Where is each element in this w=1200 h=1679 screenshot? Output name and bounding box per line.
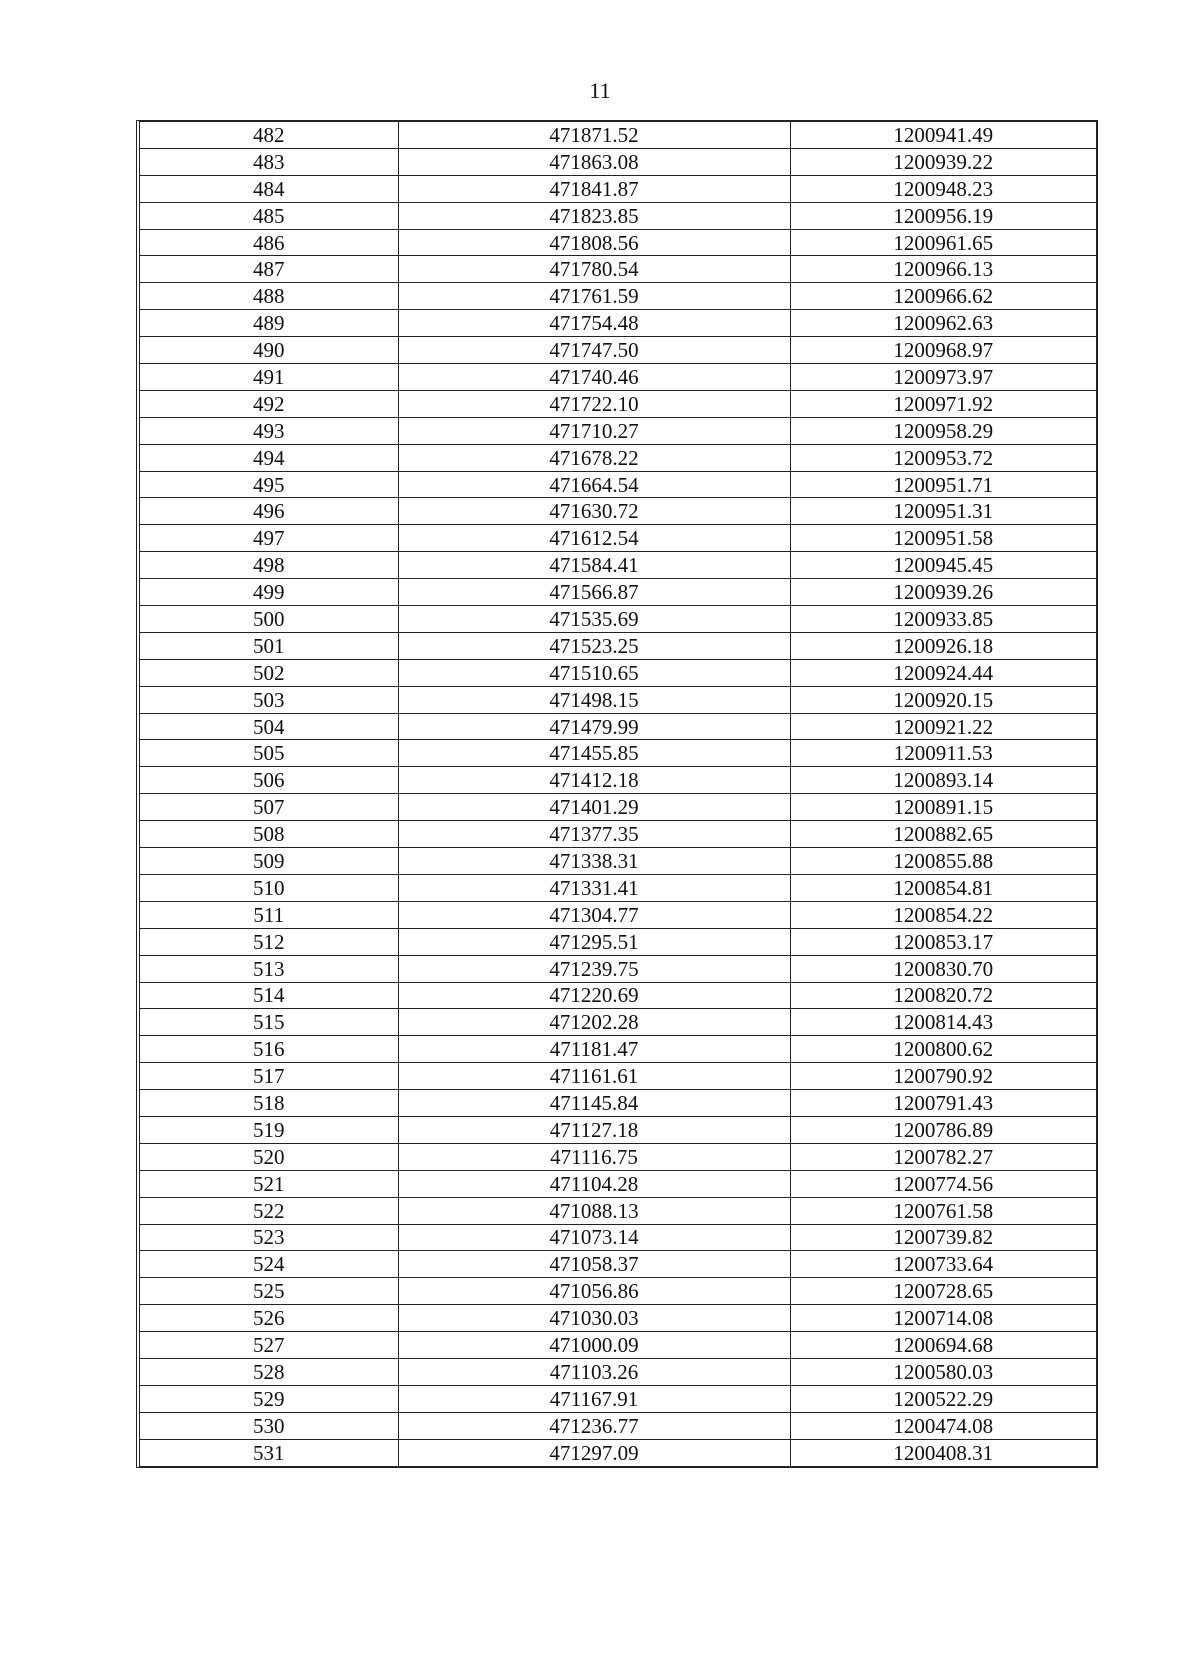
point-number-cell: 527 <box>140 1332 398 1359</box>
table-row <box>140 713 1096 740</box>
point-number-cell: 482 <box>140 122 398 148</box>
x-coordinate-cell: 471377.35 <box>398 821 790 848</box>
y-coordinate-cell: 1200408.31 <box>790 1439 1096 1465</box>
table-row <box>140 579 1096 606</box>
x-coordinate-cell: 471236.77 <box>398 1412 790 1439</box>
x-coordinate-cell: 471401.29 <box>398 794 790 821</box>
point-number-cell: 510 <box>140 874 398 901</box>
x-coordinate-cell: 471710.27 <box>398 417 790 444</box>
page-number: 11 <box>589 78 611 103</box>
point-number-cell: 512 <box>140 928 398 955</box>
point-number-cell: 496 <box>140 498 398 525</box>
point-number-cell: 509 <box>140 848 398 875</box>
x-coordinate-cell: 471584.41 <box>398 552 790 579</box>
point-number-cell: 518 <box>140 1090 398 1117</box>
x-coordinate-cell: 471754.48 <box>398 310 790 337</box>
point-number-cell: 526 <box>140 1305 398 1332</box>
y-coordinate-cell: 1200474.08 <box>790 1412 1096 1439</box>
x-coordinate-cell: 471088.13 <box>398 1197 790 1224</box>
x-coordinate-cell: 471161.61 <box>398 1063 790 1090</box>
point-number-cell: 500 <box>140 606 398 633</box>
coordinates-table-body <box>140 122 1096 1466</box>
table-row <box>140 821 1096 848</box>
point-number-cell: 507 <box>140 794 398 821</box>
y-coordinate-cell: 1200774.56 <box>790 1170 1096 1197</box>
point-number-cell: 487 <box>140 256 398 283</box>
table-row <box>140 632 1096 659</box>
table-row <box>140 901 1096 928</box>
y-coordinate-cell: 1200956.19 <box>790 202 1096 229</box>
table-row <box>140 1278 1096 1305</box>
table-row <box>140 955 1096 982</box>
y-coordinate-cell: 1200761.58 <box>790 1197 1096 1224</box>
y-coordinate-cell: 1200733.64 <box>790 1251 1096 1278</box>
table-row <box>140 659 1096 686</box>
point-number-cell: 497 <box>140 525 398 552</box>
point-number-cell: 513 <box>140 955 398 982</box>
point-number-cell: 499 <box>140 579 398 606</box>
point-number-cell: 525 <box>140 1278 398 1305</box>
table-row <box>140 256 1096 283</box>
y-coordinate-cell: 1200941.49 <box>790 122 1096 148</box>
point-number-cell: 498 <box>140 552 398 579</box>
table-row <box>140 1439 1096 1465</box>
y-coordinate-cell: 1200911.53 <box>790 740 1096 767</box>
point-number-cell: 515 <box>140 1009 398 1036</box>
coordinates-table <box>140 122 1096 1466</box>
point-number-cell: 490 <box>140 337 398 364</box>
x-coordinate-cell: 471304.77 <box>398 901 790 928</box>
x-coordinate-cell: 471181.47 <box>398 1036 790 1063</box>
table-row <box>140 148 1096 175</box>
point-number-cell: 528 <box>140 1358 398 1385</box>
x-coordinate-cell: 471678.22 <box>398 444 790 471</box>
x-coordinate-cell: 471479.99 <box>398 713 790 740</box>
table-row <box>140 982 1096 1009</box>
table-row <box>140 1251 1096 1278</box>
point-number-cell: 485 <box>140 202 398 229</box>
table-row <box>140 1170 1096 1197</box>
point-number-cell: 521 <box>140 1170 398 1197</box>
x-coordinate-cell: 471145.84 <box>398 1090 790 1117</box>
point-number-cell: 501 <box>140 632 398 659</box>
point-number-cell: 530 <box>140 1412 398 1439</box>
table-row <box>140 390 1096 417</box>
y-coordinate-cell: 1200921.22 <box>790 713 1096 740</box>
x-coordinate-cell: 471740.46 <box>398 364 790 391</box>
table-row <box>140 1412 1096 1439</box>
table-row <box>140 767 1096 794</box>
point-number-cell: 494 <box>140 444 398 471</box>
y-coordinate-cell: 1200939.26 <box>790 579 1096 606</box>
x-coordinate-cell: 471073.14 <box>398 1224 790 1251</box>
table-row <box>140 525 1096 552</box>
x-coordinate-cell: 471523.25 <box>398 632 790 659</box>
point-number-cell: 506 <box>140 767 398 794</box>
y-coordinate-cell: 1200958.29 <box>790 417 1096 444</box>
x-coordinate-cell: 471116.75 <box>398 1143 790 1170</box>
y-coordinate-cell: 1200728.65 <box>790 1278 1096 1305</box>
y-coordinate-cell: 1200893.14 <box>790 767 1096 794</box>
x-coordinate-cell: 471722.10 <box>398 390 790 417</box>
point-number-cell: 514 <box>140 982 398 1009</box>
y-coordinate-cell: 1200966.62 <box>790 283 1096 310</box>
table-row <box>140 1063 1096 1090</box>
y-coordinate-cell: 1200522.29 <box>790 1385 1096 1412</box>
table-row <box>140 874 1096 901</box>
table-row <box>140 740 1096 767</box>
x-coordinate-cell: 471220.69 <box>398 982 790 1009</box>
table-row <box>140 1385 1096 1412</box>
y-coordinate-cell: 1200800.62 <box>790 1036 1096 1063</box>
x-coordinate-cell: 471127.18 <box>398 1116 790 1143</box>
x-coordinate-cell: 471510.65 <box>398 659 790 686</box>
point-number-cell: 522 <box>140 1197 398 1224</box>
coordinates-table-frame <box>136 120 1098 1468</box>
x-coordinate-cell: 471412.18 <box>398 767 790 794</box>
y-coordinate-cell: 1200926.18 <box>790 632 1096 659</box>
point-number-cell: 516 <box>140 1036 398 1063</box>
x-coordinate-cell: 471566.87 <box>398 579 790 606</box>
y-coordinate-cell: 1200948.23 <box>790 175 1096 202</box>
y-coordinate-cell: 1200961.65 <box>790 229 1096 256</box>
table-row <box>140 202 1096 229</box>
x-coordinate-cell: 471058.37 <box>398 1251 790 1278</box>
x-coordinate-cell: 471823.85 <box>398 202 790 229</box>
y-coordinate-cell: 1200855.88 <box>790 848 1096 875</box>
x-coordinate-cell: 471103.26 <box>398 1358 790 1385</box>
point-number-cell: 523 <box>140 1224 398 1251</box>
y-coordinate-cell: 1200814.43 <box>790 1009 1096 1036</box>
x-coordinate-cell: 471871.52 <box>398 122 790 148</box>
y-coordinate-cell: 1200854.81 <box>790 874 1096 901</box>
y-coordinate-cell: 1200882.65 <box>790 821 1096 848</box>
point-number-cell: 483 <box>140 148 398 175</box>
table-row <box>140 1009 1096 1036</box>
x-coordinate-cell: 471239.75 <box>398 955 790 982</box>
y-coordinate-cell: 1200951.71 <box>790 471 1096 498</box>
y-coordinate-cell: 1200820.72 <box>790 982 1096 1009</box>
x-coordinate-cell: 471808.56 <box>398 229 790 256</box>
table-row <box>140 1197 1096 1224</box>
table-row <box>140 498 1096 525</box>
table-row <box>140 1143 1096 1170</box>
y-coordinate-cell: 1200951.31 <box>790 498 1096 525</box>
table-row <box>140 1305 1096 1332</box>
y-coordinate-cell: 1200973.97 <box>790 364 1096 391</box>
x-coordinate-cell: 471338.31 <box>398 848 790 875</box>
point-number-cell: 484 <box>140 175 398 202</box>
point-number-cell: 492 <box>140 390 398 417</box>
y-coordinate-cell: 1200791.43 <box>790 1090 1096 1117</box>
y-coordinate-cell: 1200891.15 <box>790 794 1096 821</box>
x-coordinate-cell: 471455.85 <box>398 740 790 767</box>
table-row <box>140 337 1096 364</box>
point-number-cell: 488 <box>140 283 398 310</box>
table-row <box>140 471 1096 498</box>
x-coordinate-cell: 471295.51 <box>398 928 790 955</box>
x-coordinate-cell: 471630.72 <box>398 498 790 525</box>
table-row <box>140 417 1096 444</box>
x-coordinate-cell: 471761.59 <box>398 283 790 310</box>
y-coordinate-cell: 1200962.63 <box>790 310 1096 337</box>
table-row <box>140 1224 1096 1251</box>
table-row <box>140 1036 1096 1063</box>
x-coordinate-cell: 471535.69 <box>398 606 790 633</box>
y-coordinate-cell: 1200945.45 <box>790 552 1096 579</box>
point-number-cell: 529 <box>140 1385 398 1412</box>
point-number-cell: 524 <box>140 1251 398 1278</box>
y-coordinate-cell: 1200966.13 <box>790 256 1096 283</box>
table-row <box>140 552 1096 579</box>
y-coordinate-cell: 1200924.44 <box>790 659 1096 686</box>
y-coordinate-cell: 1200714.08 <box>790 1305 1096 1332</box>
y-coordinate-cell: 1200790.92 <box>790 1063 1096 1090</box>
point-number-cell: 491 <box>140 364 398 391</box>
y-coordinate-cell: 1200580.03 <box>790 1358 1096 1385</box>
x-coordinate-cell: 471056.86 <box>398 1278 790 1305</box>
x-coordinate-cell: 471331.41 <box>398 874 790 901</box>
y-coordinate-cell: 1200694.68 <box>790 1332 1096 1359</box>
table-row <box>140 310 1096 337</box>
x-coordinate-cell: 471747.50 <box>398 337 790 364</box>
x-coordinate-cell: 471863.08 <box>398 148 790 175</box>
point-number-cell: 519 <box>140 1116 398 1143</box>
table-row <box>140 1358 1096 1385</box>
x-coordinate-cell: 471202.28 <box>398 1009 790 1036</box>
x-coordinate-cell: 471612.54 <box>398 525 790 552</box>
point-number-cell: 502 <box>140 659 398 686</box>
x-coordinate-cell: 471000.09 <box>398 1332 790 1359</box>
table-row <box>140 794 1096 821</box>
point-number-cell: 520 <box>140 1143 398 1170</box>
point-number-cell: 504 <box>140 713 398 740</box>
y-coordinate-cell: 1200853.17 <box>790 928 1096 955</box>
point-number-cell: 493 <box>140 417 398 444</box>
y-coordinate-cell: 1200953.72 <box>790 444 1096 471</box>
table-row <box>140 928 1096 955</box>
x-coordinate-cell: 471780.54 <box>398 256 790 283</box>
point-number-cell: 511 <box>140 901 398 928</box>
table-row <box>140 848 1096 875</box>
y-coordinate-cell: 1200782.27 <box>790 1143 1096 1170</box>
y-coordinate-cell: 1200933.85 <box>790 606 1096 633</box>
point-number-cell: 489 <box>140 310 398 337</box>
table-row <box>140 364 1096 391</box>
x-coordinate-cell: 471167.91 <box>398 1385 790 1412</box>
x-coordinate-cell: 471664.54 <box>398 471 790 498</box>
point-number-cell: 503 <box>140 686 398 713</box>
x-coordinate-cell: 471498.15 <box>398 686 790 713</box>
y-coordinate-cell: 1200854.22 <box>790 901 1096 928</box>
y-coordinate-cell: 1200920.15 <box>790 686 1096 713</box>
table-row <box>140 283 1096 310</box>
y-coordinate-cell: 1200830.70 <box>790 955 1096 982</box>
y-coordinate-cell: 1200739.82 <box>790 1224 1096 1251</box>
table-row <box>140 1116 1096 1143</box>
table-row <box>140 444 1096 471</box>
table-row <box>140 686 1096 713</box>
table-row <box>140 606 1096 633</box>
table-row <box>140 1090 1096 1117</box>
y-coordinate-cell: 1200786.89 <box>790 1116 1096 1143</box>
y-coordinate-cell: 1200951.58 <box>790 525 1096 552</box>
point-number-cell: 531 <box>140 1439 398 1465</box>
table-row <box>140 229 1096 256</box>
table-row <box>140 175 1096 202</box>
y-coordinate-cell: 1200971.92 <box>790 390 1096 417</box>
table-row <box>140 1332 1096 1359</box>
point-number-cell: 517 <box>140 1063 398 1090</box>
point-number-cell: 486 <box>140 229 398 256</box>
point-number-cell: 495 <box>140 471 398 498</box>
x-coordinate-cell: 471104.28 <box>398 1170 790 1197</box>
point-number-cell: 505 <box>140 740 398 767</box>
x-coordinate-cell: 471297.09 <box>398 1439 790 1465</box>
table-row <box>140 122 1096 148</box>
y-coordinate-cell: 1200939.22 <box>790 148 1096 175</box>
point-number-cell: 508 <box>140 821 398 848</box>
x-coordinate-cell: 471030.03 <box>398 1305 790 1332</box>
x-coordinate-cell: 471841.87 <box>398 175 790 202</box>
y-coordinate-cell: 1200968.97 <box>790 337 1096 364</box>
